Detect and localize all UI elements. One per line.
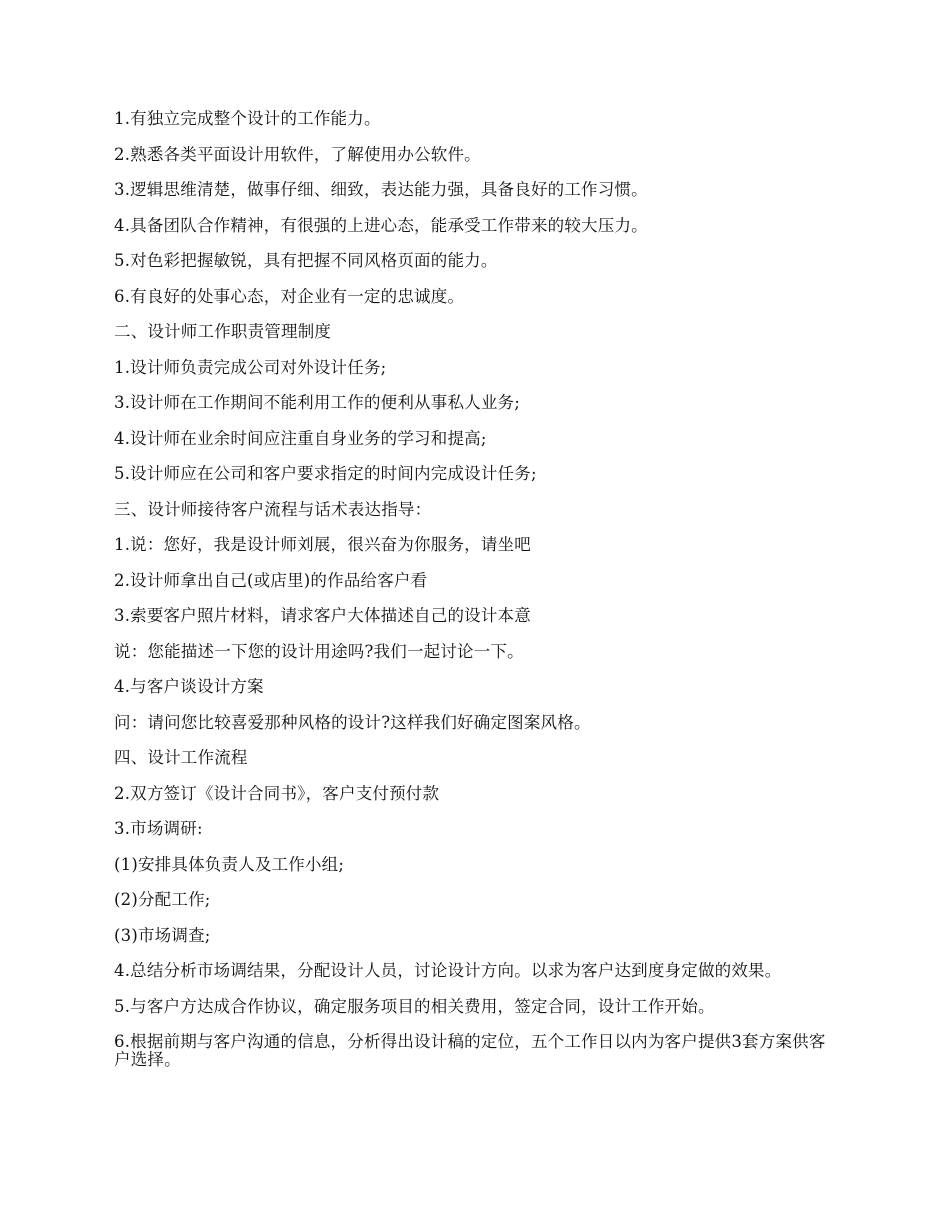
paragraph-3: 3.逻辑思维清楚，做事仔细、细致，表达能力强，具备良好的工作习惯。 [114, 180, 648, 199]
paragraph-11: 1.说：您好，我是设计师刘展，很兴奋为你服务，请坐吧 [114, 535, 531, 554]
paragraph-13: 3.索要客户照片材料，请求客户大体描述自己的设计本意 [114, 606, 531, 625]
paragraph-21: (3)市场调查; [114, 925, 211, 945]
paragraph-12: 2.设计师拿出自己(或店里)的作品给客户看 [114, 570, 428, 590]
paragraph-9: 4.设计师在业余时间应注重自身业务的学习和提高; [114, 428, 487, 448]
paragraph-6: 6.有良好的处事心态，对企业有一定的忠诚度。 [114, 286, 465, 306]
paragraph-19: (1)安排具体负责人及工作小组; [114, 854, 345, 874]
paragraph-10: 5.设计师应在公司和客户要求指定的时间内完成设计任务; [114, 464, 537, 483]
paragraph-2: 2.熟悉各类平面设计用软件，了解使用办公软件。 [114, 144, 481, 164]
paragraph-5: 5.对色彩把握敏锐，具有把握不同风格页面的能力。 [114, 251, 498, 270]
paragraph-8: 3.设计师在工作期间不能利用工作的便利从事私人业务; [114, 393, 521, 412]
paragraph-16: 问：请问您比较喜爱那种风格的设计?这样我们好确定图案风格。 [114, 712, 591, 732]
paragraph-1: 1.有独立完成整个设计的工作能力。 [114, 109, 381, 128]
paragraph-7: 1.设计师负责完成公司对外设计任务; [114, 357, 387, 377]
paragraph-22: 4.总结分析市场调结果，分配设计人员，讨论设计方向。以求为客户达到度身定做的效果。 [114, 961, 782, 980]
paragraph-4: 4.具备团队合作精神，有很强的上进心态，能承受工作带来的较大压力。 [114, 215, 648, 235]
document-body [114, 110, 832, 1087]
section-heading-3: 三、设计师接待客户流程与话术表达指导： [114, 499, 432, 519]
paragraph-17: 2.双方签订《设计合同书》，客户支付预付款 [114, 783, 440, 803]
section-heading-2: 二、设计师工作职责管理制度 [114, 322, 332, 341]
paragraph-20: (2)分配工作; [114, 890, 211, 909]
paragraph-24: 6.根据前期与客户沟通的信息，分析得出设计稿的定位，五个工作日以内为客户提供3套方案供客户选择。 [114, 1032, 826, 1069]
section-heading-4: 四、设计工作流程 [114, 748, 248, 767]
paragraph-15: 4.与客户谈设计方案 [114, 677, 264, 696]
paragraph-23: 5.与客户方达成合作协议，确定服务项目的相关费用，签定合同，设计工作开始。 [114, 996, 715, 1016]
paragraph-14: 说：您能描述一下您的设计用途吗?我们一起讨论一下。 [114, 641, 524, 661]
paragraph-18: 3.市场调研: [114, 819, 203, 838]
